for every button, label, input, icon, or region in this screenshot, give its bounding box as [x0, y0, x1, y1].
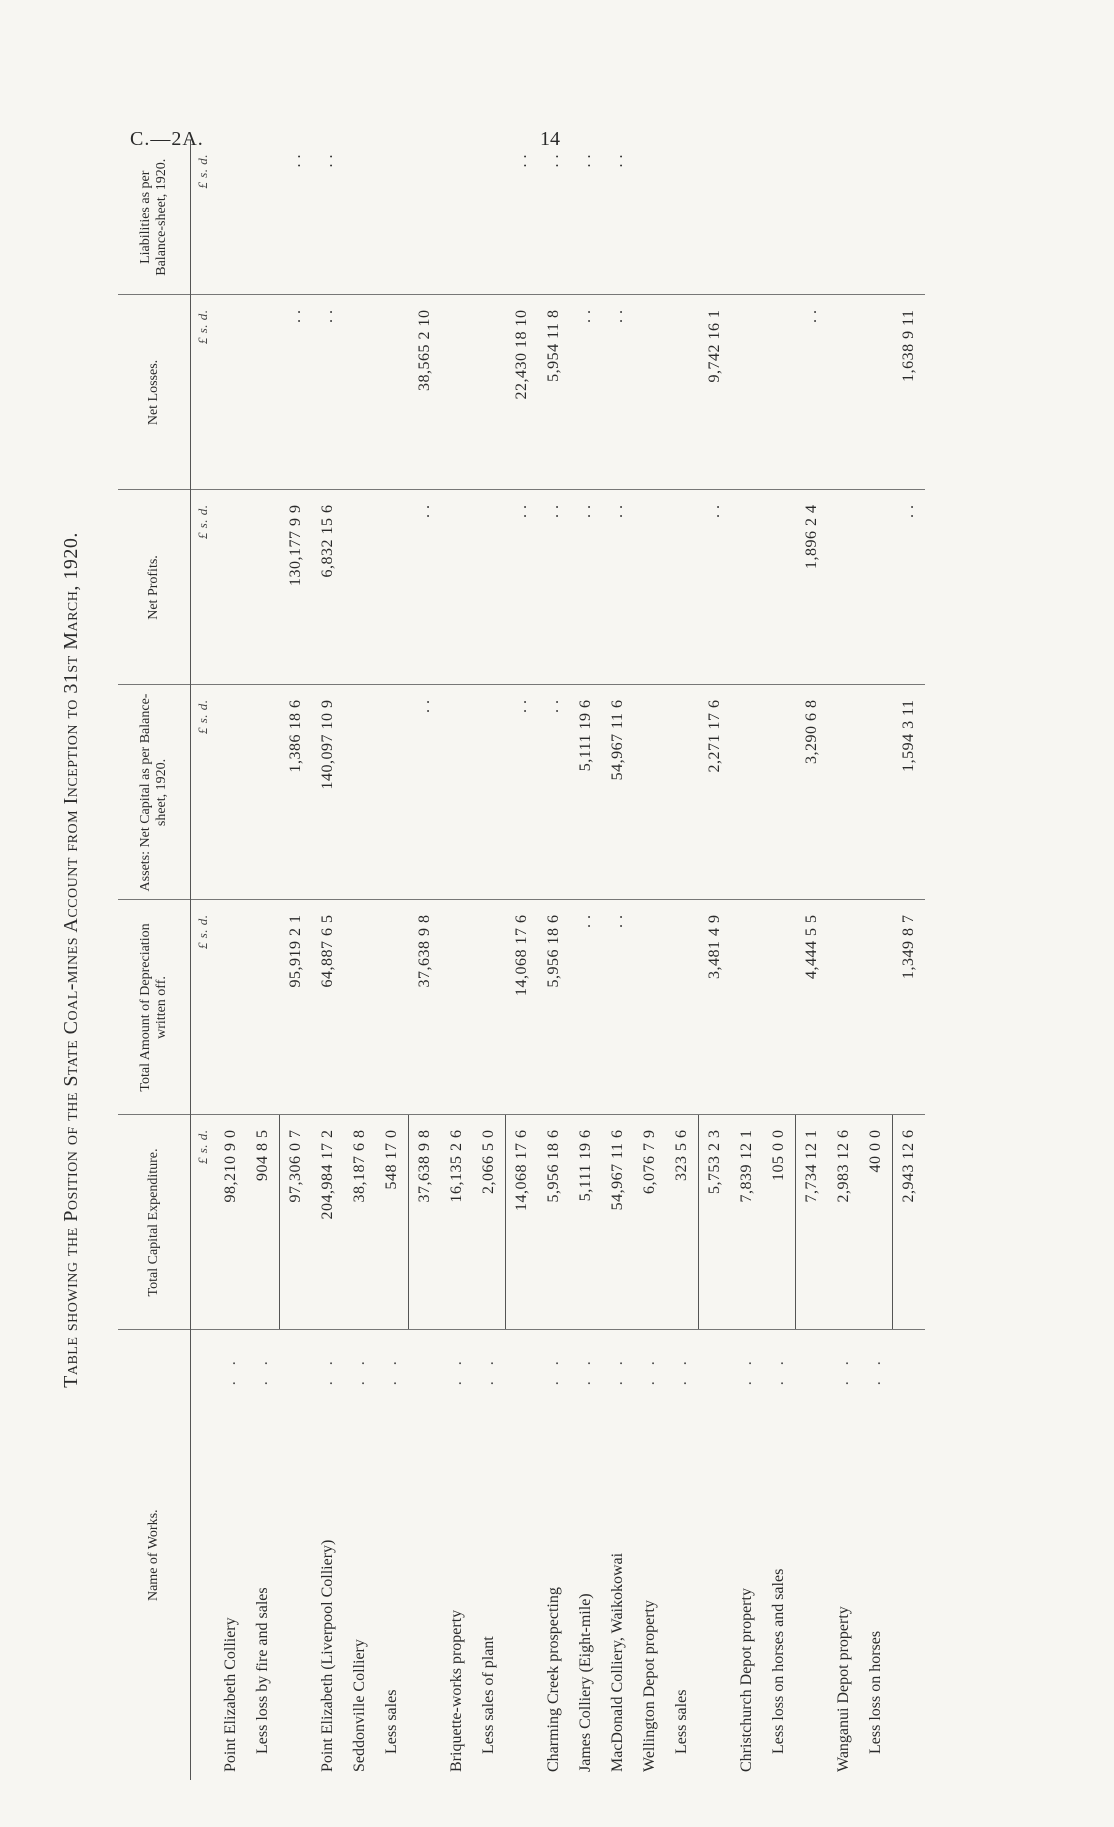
- table-row: [473, 140, 506, 1780]
- profits-value: [247, 490, 280, 685]
- unit-row: [191, 140, 216, 1780]
- table-row: [570, 140, 602, 1780]
- work-name: Less sales: [673, 1689, 691, 1754]
- depreciation-value: [666, 900, 699, 1115]
- capital-value: 14,068 17 6: [506, 1115, 539, 1330]
- assets-value: [860, 685, 893, 900]
- assets-value: [215, 685, 247, 900]
- leader-dots: . .: [448, 1355, 465, 1386]
- capital-value: 904 8 5: [247, 1115, 280, 1330]
- profits-value: [860, 490, 893, 685]
- liabilities-value: [215, 140, 247, 295]
- table-row: [860, 140, 893, 1780]
- liabilities-value: [247, 140, 280, 295]
- losses-value: 22,430 18 10: [506, 295, 539, 490]
- assets-value: 1,594 3 11: [893, 685, 926, 900]
- profits-value: . .: [570, 490, 602, 685]
- work-name: Point Elizabeth (Liverpool Colliery): [319, 1539, 336, 1772]
- losses-value: . .: [280, 295, 313, 490]
- profits-value: 130,177 9 9: [280, 490, 313, 685]
- col-assets: Assets: Net Capital as per Balance-sheet, 1920.: [118, 685, 191, 900]
- assets-value: 140,097 10 9: [312, 685, 344, 900]
- liabilities-value: . .: [312, 140, 344, 295]
- assets-value: 5,111 19 6: [570, 685, 602, 900]
- depreciation-value: . .: [570, 900, 602, 1115]
- capital-value: 7,839 12 1: [731, 1115, 763, 1330]
- losses-value: . .: [570, 295, 602, 490]
- liabilities-value: . .: [280, 140, 313, 295]
- losses-value: [828, 295, 860, 490]
- liabilities-value: [666, 140, 699, 295]
- leader-dots: . .: [609, 1355, 626, 1386]
- work-name: Less sales of plant: [480, 1636, 498, 1754]
- table-row: [538, 140, 570, 1780]
- depreciation-value: [763, 900, 796, 1115]
- assets-value: . .: [409, 685, 442, 900]
- profits-value: 1,896 2 4: [796, 490, 829, 685]
- profits-value: [441, 490, 473, 685]
- unit-label: £ s. d.: [191, 1115, 216, 1330]
- capital-value: 7,734 12 1: [796, 1115, 829, 1330]
- col-capital-expenditure: Total Capital Expenditure.: [118, 1115, 191, 1330]
- depreciation-value: 1,349 8 7: [893, 900, 926, 1115]
- work-name: Briquette-works property: [448, 1609, 465, 1772]
- capital-value: 105 0 0: [763, 1115, 796, 1330]
- assets-value: [473, 685, 506, 900]
- depreciation-value: 4,444 5 5: [796, 900, 829, 1115]
- capital-value: 6,076 7 9: [634, 1115, 666, 1330]
- assets-value: . .: [538, 685, 570, 900]
- table-title: Table showing the Position of the State Coal-mines Account from Inception to 31st March, 1920.: [60, 532, 82, 1388]
- capital-value: 323 5 6: [666, 1115, 699, 1330]
- leader-dots: . .: [641, 1355, 658, 1386]
- work-name: Charming Creek prospecting: [545, 1587, 562, 1772]
- work-name: Seddonville Colliery: [351, 1639, 368, 1772]
- liabilities-value: [828, 140, 860, 295]
- page-number: 14: [540, 128, 560, 150]
- losses-value: 1,638 9 11: [893, 295, 926, 490]
- work-name: Christchurch Depot property: [738, 1588, 755, 1772]
- liabilities-value: [376, 140, 409, 295]
- col-liabilities: Liabilities as per Balance-sheet, 1920.: [118, 140, 191, 295]
- col-name-works: Name of Works.: [118, 1330, 191, 1780]
- header-row: [118, 140, 191, 1780]
- assets-value: . .: [506, 685, 539, 900]
- table-row: [376, 140, 409, 1780]
- profits-value: [473, 490, 506, 685]
- liabilities-value: . .: [538, 140, 570, 295]
- profits-value: . .: [699, 490, 732, 685]
- work-name: Wellington Depot property: [641, 1599, 658, 1772]
- table-row: [312, 140, 344, 1780]
- assets-value: [247, 685, 280, 900]
- profits-value: . .: [538, 490, 570, 685]
- liabilities-value: [796, 140, 829, 295]
- unit-label: £ s. d.: [191, 900, 216, 1115]
- leader-dots: . .: [222, 1355, 239, 1386]
- liabilities-value: . .: [570, 140, 602, 295]
- depreciation-value: [634, 900, 666, 1115]
- assets-value: [634, 685, 666, 900]
- liabilities-value: [344, 140, 376, 295]
- depreciation-value: [441, 900, 473, 1115]
- leader-dots: [699, 1330, 732, 1410]
- leader-dots: [280, 1330, 313, 1410]
- table-row: [247, 140, 280, 1780]
- depreciation-value: [860, 900, 893, 1115]
- table-row-total: [506, 140, 539, 1780]
- losses-value: [666, 295, 699, 490]
- leader-dots: . .: [480, 1355, 498, 1386]
- leader-dots: . .: [545, 1355, 562, 1386]
- work-name: Less loss on horses and sales: [770, 1568, 788, 1754]
- table-row: [634, 140, 666, 1780]
- depreciation-value: [376, 900, 409, 1115]
- liabilities-value: [699, 140, 732, 295]
- table-row: [763, 140, 796, 1780]
- capital-value: 2,066 5 0: [473, 1115, 506, 1330]
- losses-value: 38,565 2 10: [409, 295, 442, 490]
- profits-value: . .: [506, 490, 539, 685]
- coal-mines-table: [118, 140, 925, 1780]
- depreciation-value: 95,919 2 1: [280, 900, 313, 1115]
- capital-value: 2,943 12 6: [893, 1115, 926, 1330]
- unit-label: £ s. d.: [191, 140, 216, 295]
- profits-value: 6,832 15 6: [312, 490, 344, 685]
- capital-value: 38,187 6 8: [344, 1115, 376, 1330]
- liabilities-value: [731, 140, 763, 295]
- assets-value: [441, 685, 473, 900]
- liabilities-value: [763, 140, 796, 295]
- work-name: Less loss by fire and sales: [254, 1587, 272, 1754]
- profits-value: [215, 490, 247, 685]
- leader-dots: . .: [319, 1355, 336, 1386]
- table-row: [215, 140, 247, 1780]
- liabilities-value: [409, 140, 442, 295]
- assets-value: [731, 685, 763, 900]
- losses-value: [441, 295, 473, 490]
- assets-value: 54,967 11 6: [602, 685, 634, 900]
- depreciation-value: 37,638 9 8: [409, 900, 442, 1115]
- work-name: Less loss on horses: [867, 1630, 885, 1754]
- work-name: [796, 1410, 829, 1780]
- losses-value: [247, 295, 280, 490]
- work-name: Wanganui Depot property: [835, 1606, 852, 1772]
- leader-dots: . .: [835, 1355, 852, 1386]
- col-depreciation: Total Amount of Depreciation written off.: [118, 900, 191, 1115]
- leader-dots: . .: [351, 1355, 368, 1386]
- capital-value: 40 0 0: [860, 1115, 893, 1330]
- assets-value: [828, 685, 860, 900]
- leader-dots: [506, 1330, 539, 1410]
- table-row: [828, 140, 860, 1780]
- assets-value: 3,290 6 8: [796, 685, 829, 900]
- capital-value: 2,983 12 6: [828, 1115, 860, 1330]
- work-name: [893, 1410, 926, 1780]
- profits-value: [376, 490, 409, 685]
- leader-dots: . .: [577, 1355, 594, 1386]
- col-net-profits: Net Profits.: [118, 490, 191, 685]
- capital-value: 5,111 19 6: [570, 1115, 602, 1330]
- leader-dots: . .: [770, 1355, 788, 1386]
- losses-value: [376, 295, 409, 490]
- leader-dots: [796, 1330, 829, 1410]
- work-name: [280, 1410, 313, 1780]
- capital-value: 98,210 9 0: [215, 1115, 247, 1330]
- depreciation-value: 5,956 18 6: [538, 900, 570, 1115]
- assets-value: 1,386 18 6: [280, 685, 313, 900]
- assets-value: [344, 685, 376, 900]
- depreciation-value: [215, 900, 247, 1115]
- profits-value: [828, 490, 860, 685]
- table-row-total: [893, 140, 926, 1780]
- table-row: [666, 140, 699, 1780]
- depreciation-value: 64,887 6 5: [312, 900, 344, 1115]
- leader-dots: . .: [254, 1355, 272, 1386]
- losses-value: . .: [312, 295, 344, 490]
- profits-value: [666, 490, 699, 685]
- depreciation-value: [247, 900, 280, 1115]
- losses-value: [860, 295, 893, 490]
- losses-value: [731, 295, 763, 490]
- liabilities-value: [473, 140, 506, 295]
- losses-value: [634, 295, 666, 490]
- liabilities-value: [893, 140, 926, 295]
- liabilities-value: [860, 140, 893, 295]
- capital-value: 204,984 17 2: [312, 1115, 344, 1330]
- depreciation-value: [731, 900, 763, 1115]
- leader-dots: . .: [738, 1355, 755, 1386]
- profits-value: . .: [409, 490, 442, 685]
- losses-value: . .: [796, 295, 829, 490]
- work-name: [506, 1410, 539, 1780]
- capital-value: 16,135 2 6: [441, 1115, 473, 1330]
- depreciation-value: [828, 900, 860, 1115]
- table-row-total: [280, 140, 313, 1780]
- leader-dots: . .: [383, 1355, 401, 1386]
- capital-value: 5,956 18 6: [538, 1115, 570, 1330]
- liabilities-value: [441, 140, 473, 295]
- leader-dots: [409, 1330, 442, 1410]
- depreciation-value: 3,481 4 9: [699, 900, 732, 1115]
- depreciation-value: . .: [602, 900, 634, 1115]
- table-row-total: [699, 140, 732, 1780]
- depreciation-value: [473, 900, 506, 1115]
- assets-value: [763, 685, 796, 900]
- capital-value: 548 17 0: [376, 1115, 409, 1330]
- table-row-total: [409, 140, 442, 1780]
- liabilities-value: . .: [506, 140, 539, 295]
- profits-value: . .: [893, 490, 926, 685]
- depreciation-value: 14,068 17 6: [506, 900, 539, 1115]
- profits-value: [344, 490, 376, 685]
- work-name: Point Elizabeth Colliery: [222, 1617, 239, 1772]
- losses-value: 9,742 16 1: [699, 295, 732, 490]
- capital-value: 97,306 0 7: [280, 1115, 313, 1330]
- profits-value: [634, 490, 666, 685]
- liabilities-value: [634, 140, 666, 295]
- table-row: [441, 140, 473, 1780]
- liabilities-value: . .: [602, 140, 634, 295]
- work-name: [409, 1410, 442, 1780]
- depreciation-value: [344, 900, 376, 1115]
- leader-dots: . .: [673, 1355, 691, 1386]
- page-code: C.—2A.: [130, 128, 204, 150]
- work-name: [699, 1410, 732, 1780]
- assets-value: 2,271 17 6: [699, 685, 732, 900]
- table-row: [344, 140, 376, 1780]
- leader-dots: [893, 1330, 926, 1410]
- work-name: Less sales: [383, 1689, 401, 1754]
- leader-dots: . .: [867, 1355, 885, 1386]
- unit-label: £ s. d.: [191, 490, 216, 685]
- table-body: [191, 140, 926, 1780]
- table-row-total: [796, 140, 829, 1780]
- losses-value: [344, 295, 376, 490]
- rotated-table-page: [60, 140, 1010, 1780]
- assets-value: [376, 685, 409, 900]
- losses-value: [763, 295, 796, 490]
- losses-value: [473, 295, 506, 490]
- assets-value: [666, 685, 699, 900]
- losses-value: 5,954 11 8: [538, 295, 570, 490]
- profits-value: . .: [602, 490, 634, 685]
- profits-value: [731, 490, 763, 685]
- work-name: MacDonald Colliery, Waikokowai: [609, 1552, 626, 1772]
- col-net-losses: Net Losses.: [118, 295, 191, 490]
- capital-value: 37,638 9 8: [409, 1115, 442, 1330]
- losses-value: [215, 295, 247, 490]
- capital-value: 54,967 11 6: [602, 1115, 634, 1330]
- unit-label: £ s. d.: [191, 685, 216, 900]
- work-name: James Colliery (Eight-mile): [577, 1593, 594, 1772]
- losses-value: . .: [602, 295, 634, 490]
- capital-value: 5,753 2 3: [699, 1115, 732, 1330]
- table-row: [602, 140, 634, 1780]
- unit-label: £ s. d.: [191, 295, 216, 490]
- table-row: [731, 140, 763, 1780]
- profits-value: [763, 490, 796, 685]
